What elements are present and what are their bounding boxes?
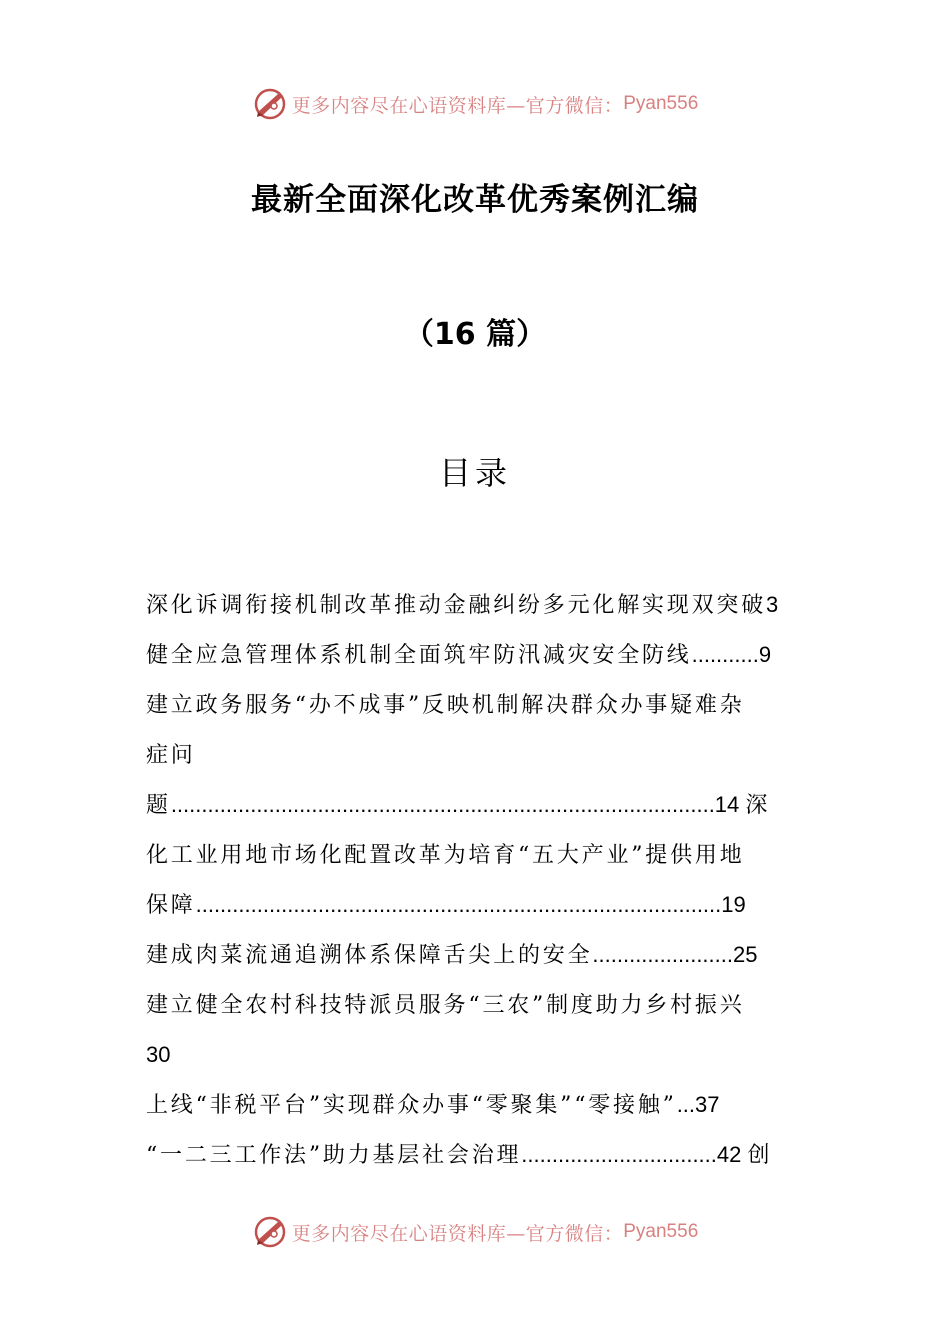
pen-logo-icon (252, 86, 288, 122)
toc-line[interactable]: 深化诉调衔接机制改革推动金融纠纷多元化解实现双突破3 (146, 592, 779, 618)
toc-line[interactable]: 30 (146, 1042, 171, 1067)
toc-line[interactable]: 症问 (146, 743, 196, 768)
toc-line[interactable]: 题.........................................................................................14 深 (146, 792, 768, 818)
document-title: 最新全面深化改革优秀案例汇编 (251, 182, 699, 218)
watermark-wechat-id: Pyan556 (623, 93, 699, 114)
pen-logo-icon (252, 1214, 288, 1250)
watermark-text: 更多内容尽在心语资料库—官方微信： (291, 94, 624, 117)
watermark-wechat-id: Pyan556 (623, 1221, 699, 1242)
toc-heading: 目录 (438, 454, 511, 492)
toc-line[interactable]: 健全应急管理体系机制全面筑牢防汛减灾安全防线...........9 (146, 642, 772, 668)
toc-line[interactable]: 建立政务服务“办不成事”反映机制解决群众办事疑难杂 (146, 693, 745, 718)
toc-line[interactable]: 保障......................................................................................19 (146, 892, 746, 918)
toc-line[interactable]: “一二三工作法”助力基层社会治理................................42 创 (146, 1142, 770, 1168)
watermark-banner-bottom (0, 1212, 950, 1252)
watermark-text: 更多内容尽在心语资料库—官方微信： (291, 1222, 624, 1245)
toc-line[interactable]: 建立健全农村科技特派员服务“三农”制度助力乡村振兴 (146, 993, 745, 1018)
watermark-banner-top (0, 84, 950, 124)
toc-line[interactable]: 化工业用地市场化配置改革为培育“五大产业”提供用地 (146, 843, 745, 868)
document-subtitle: （16 篇） (403, 317, 547, 352)
toc-line[interactable]: 建成肉菜流通追溯体系保障舌尖上的安全.......................25 (146, 942, 758, 968)
toc-line[interactable]: 上线“非税平台”实现群众办事“零聚集”“零接触”...37 (146, 1092, 720, 1118)
table-of-contents (146, 580, 806, 1180)
